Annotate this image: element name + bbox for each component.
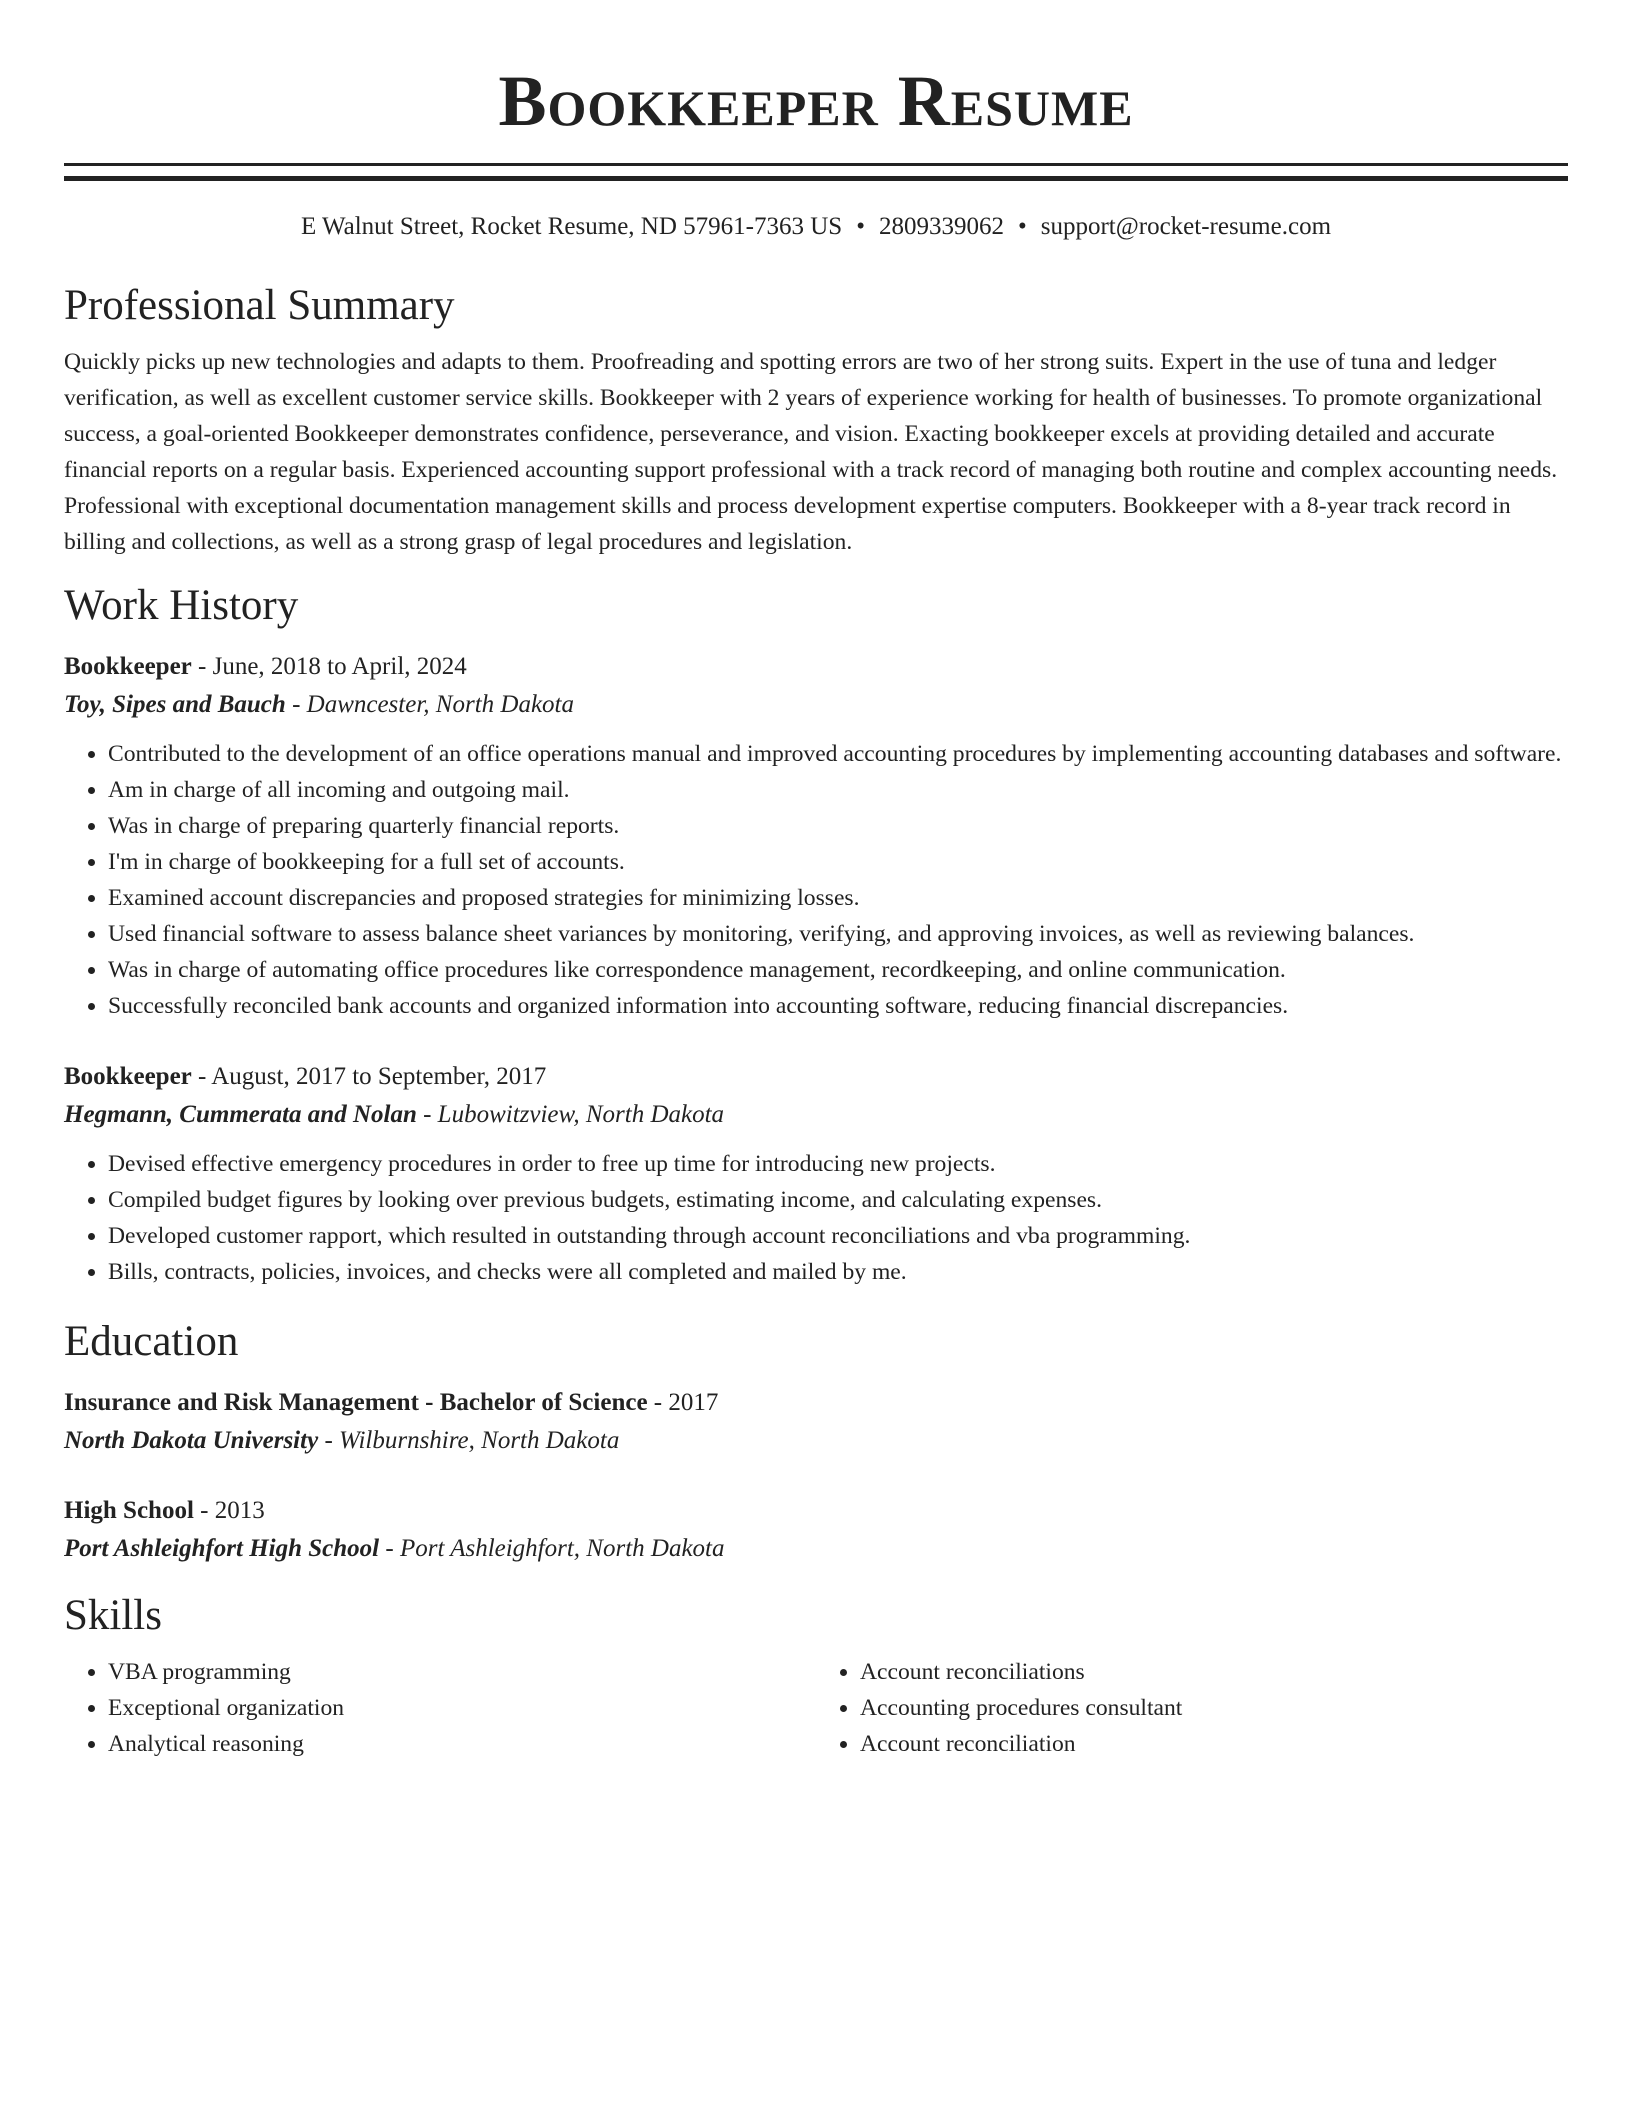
- contact-email: support@rocket-resume.com: [1040, 213, 1332, 240]
- job-duty: • Was in charge of automating office procedures like correspondence management, recordkeeping, and online communication.: [108, 952, 1568, 988]
- job-duties: [64, 1146, 1568, 1290]
- summary-section: [64, 280, 1568, 560]
- job-dates: - June, 2018 to April, 2024: [191, 653, 467, 680]
- job-entry: [64, 1058, 1568, 1290]
- contact-line: [64, 210, 1568, 244]
- skills-heading: Skills: [64, 1592, 162, 1639]
- job-dates: - August, 2017 to September, 2017: [191, 1063, 547, 1090]
- job-header: [64, 648, 1568, 686]
- education-section: [64, 1316, 1568, 1568]
- job-location: - Lubowitzview, North Dakota: [416, 1101, 725, 1128]
- education-year: - 2017: [647, 1389, 719, 1416]
- education-degree: High School: [64, 1497, 194, 1524]
- job-title: Bookkeeper: [64, 653, 192, 680]
- education-entry: [64, 1384, 1568, 1460]
- skill-item: • Analytical reasoning: [108, 1726, 816, 1762]
- skill-item: • VBA programming: [108, 1654, 816, 1690]
- page-title: Bookkeeper Resume: [498, 61, 1134, 141]
- contact-address: E Walnut Street, Rocket Resume, ND 57961-7363 US: [300, 213, 843, 240]
- job-duty: • Contributed to the development of an office operations manual and improved accounting procedures by implementing accounting databases and software.: [108, 736, 1568, 772]
- skill-item: • Account reconciliation: [860, 1726, 1568, 1762]
- job-duty: • Bills, contracts, policies, invoices, and checks were all completed and mailed by me.: [108, 1254, 1568, 1290]
- job-header: [64, 1058, 1568, 1096]
- skills-list-left: [64, 1654, 816, 1762]
- job-duty: • Used financial software to assess balance sheet variances by monitoring, verifying, and approving invoices, as well as reviewing balances.: [108, 916, 1568, 952]
- job-duty: • Am in charge of all incoming and outgoing mail.: [108, 772, 1568, 808]
- education-year: - 2013: [193, 1497, 265, 1524]
- education-school-line: [64, 1422, 1568, 1460]
- job-company: Hegmann, Cummerata and Nolan: [64, 1101, 417, 1128]
- job-duty: • Was in charge of preparing quarterly financial reports.: [108, 808, 1568, 844]
- education-location: - Port Ashleighfort, North Dakota: [379, 1535, 725, 1562]
- education-school: Port Ashleighfort High School: [64, 1535, 380, 1562]
- education-school-line: [64, 1530, 1568, 1568]
- education-entry: [64, 1492, 1568, 1568]
- education-school: North Dakota University: [64, 1427, 319, 1454]
- work-history-heading: Work History: [64, 582, 299, 629]
- title-divider: [64, 163, 1568, 181]
- summary-text: Quickly picks up new technologies and adapts to them. Proofreading and spotting errors are two of her strong suits. Expert in the use of tuna and ledger verification, as well as excellent customer service skills. Bookkeeper with 2 years of experience working for health of businesses. To promote organizational success, a goal-oriented Bookkeeper demonstrates confidence, perseverance, and vision. Exacting bookkeeper excels at providing detailed and accurate financial reports on a regular basis. Experienced accounting support professional with a track record of managing both routine and complex accounting needs. Professional with exceptional documentation management skills and process development expertise computers. Bookkeeper with a 8-year track record in billing and collections, as well as a strong grasp of legal procedures and legislation.: [64, 349, 1558, 555]
- skill-item: • Exceptional organization: [108, 1690, 816, 1726]
- job-employer: [64, 686, 1568, 724]
- job-company: Toy, Sipes and Bauch: [64, 691, 286, 718]
- skills-section: [64, 1590, 1568, 1762]
- job-employer: [64, 1096, 1568, 1134]
- job-title: Bookkeeper: [64, 1063, 192, 1090]
- contact-phone: 2809339062: [878, 213, 1004, 240]
- contact-separator: •: [1017, 213, 1027, 240]
- skill-item: • Accounting procedures consultant: [860, 1690, 1568, 1726]
- job-duties: [64, 736, 1568, 1024]
- job-location: - Dawncester, North Dakota: [285, 691, 574, 718]
- job-duty: • Developed customer rapport, which resulted in outstanding through account reconciliations and vba programming.: [108, 1218, 1568, 1254]
- education-degree: Insurance and Risk Management - Bachelor of Science: [64, 1389, 648, 1416]
- skills-columns: [64, 1654, 1568, 1762]
- job-entry: [64, 648, 1568, 1024]
- work-history-section: [64, 580, 1568, 1290]
- job-duty: • Examined account discrepancies and proposed strategies for minimizing losses.: [108, 880, 1568, 916]
- skill-item: • Account reconciliations: [860, 1654, 1568, 1690]
- job-duty: • I'm in charge of bookkeeping for a full set of accounts.: [108, 844, 1568, 880]
- contact-separator: •: [856, 213, 865, 240]
- skills-list-right: [816, 1654, 1568, 1762]
- education-header: [64, 1384, 1568, 1422]
- summary-heading: Professional Summary: [64, 282, 455, 329]
- job-duty: • Successfully reconciled bank accounts and organized information into accounting software, reducing financial discrepancies.: [108, 988, 1568, 1024]
- education-location: - Wilburnshire, North Dakota: [318, 1427, 620, 1454]
- education-heading: Education: [64, 1318, 239, 1365]
- job-duty: • Devised effective emergency procedures in order to free up time for introducing new projects.: [108, 1146, 1568, 1182]
- education-header: [64, 1492, 1568, 1530]
- job-duty: • Compiled budget figures by looking over previous budgets, estimating income, and calculating expenses.: [108, 1182, 1568, 1218]
